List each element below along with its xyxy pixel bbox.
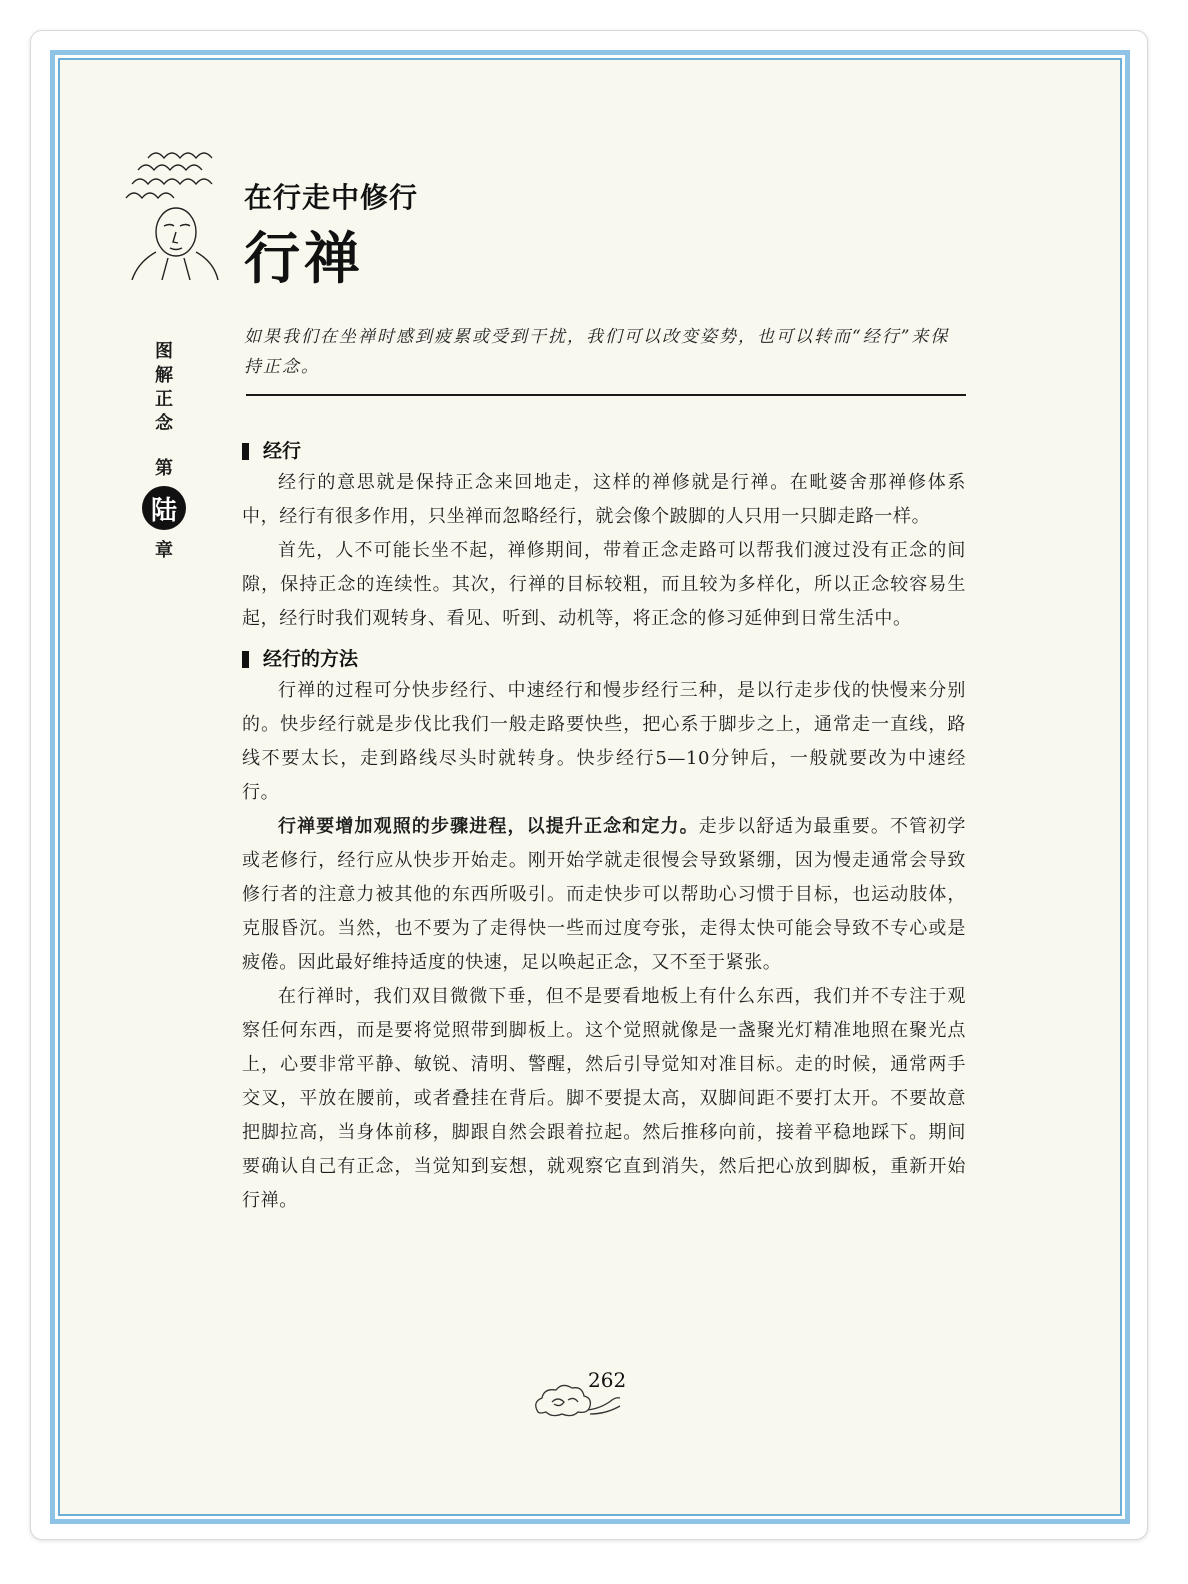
chapter-prefix: 第 [155, 458, 173, 479]
body-paragraph: 行禅的过程可分快步经行、中速经行和慢步经行三种，是以行走步伐的快慢来分别的。快步经行就是步伐比我们一般走路要快些，把心系于脚步之上，通常走一直线，路线不要太长，走到路线尽头时就转身。快步经行5—10分钟后，一般就要改为中速经行。 [242, 680, 966, 803]
monk-illustration [118, 140, 228, 280]
chapter-suffix: 章 [155, 540, 173, 561]
header-divider [246, 394, 966, 396]
body-paragraph: 首先，人不可能长坐不起，禅修期间，带着正念走路可以帮我们渡过没有正念的间隙，保持正念的连续性。其次，行禅的目标较粗，而且较为多样化，所以正念较容易生起，经行时我们观转身、看见、听到、动机等，将正念的修习延伸到日常生活中。 [242, 540, 966, 629]
book-title-char: 解 [155, 365, 173, 386]
body-paragraph [242, 810, 966, 980]
side-chapter-label [144, 340, 184, 562]
section-heading [242, 644, 966, 674]
bold-lead-sentence: 行禅要增加观照的步骤进程，以提升正念和定力。 [278, 816, 699, 837]
book-title-char: 念 [155, 413, 173, 434]
paragraph-rest: 走步以舒适为最重要。不管初学或老修行，经行应从快步开始走。刚开始学就走很慢会导致紧绷，因为慢走通常会导致修行者的注意力被其他的东西所吸引。而走快步可以帮助心习惯于目标，也运动肢体，克服昏沉。当然，也不要为了走得快一些而过度夸张，走得太快可能会导致不专心或是疲倦。因此最好维持适度的快速，足以唤起正念，又不至于紧张。 [242, 816, 966, 973]
section-heading [242, 436, 966, 466]
body-paragraph: 在行禅时，我们双目微微下垂，但不是要看地板上有什么东西，我们并不专注于观察任何东西，而是要将觉照带到脚板上。这个觉照就像是一盏聚光灯精准地照在聚光点上，心要非常平静、敏锐、清明、警醒，然后引导觉知对准目标。走的时候，通常两手交叉，平放在腰前，或者叠挂在背后。脚不要提太高，双脚间距不要打太开。不要故意把脚拉高，当身体前移，脚跟自然会跟着拉起。然后推移向前，接着平稳地踩下。期间要确认自己有正念，当觉知到妄想，就观察它直到消失，然后把心放到脚板，重新开始行禅。 [242, 986, 966, 1211]
body-paragraph: 经行的意思就是保持正念来回地走，这样的禅修就是行禅。在毗婆舍那禅修体系中，经行有很多作用，只坐禅而忽略经行，就会像个跛脚的人只用一只脚走路一样。 [242, 472, 966, 527]
book-title-char: 图 [155, 341, 173, 362]
section-kicker: 在行走中修行 [244, 181, 419, 214]
body-content [242, 436, 966, 1218]
chapter-number: 陆 [150, 495, 177, 526]
section-heading-text: 经行 [263, 440, 302, 462]
page-footer [530, 1368, 640, 1424]
heading-bullet-icon [242, 651, 249, 668]
book-title-char: 正 [155, 389, 173, 410]
page-title: 行禅 [244, 227, 364, 292]
section-heading-text: 经行的方法 [263, 648, 359, 670]
heading-bullet-icon [242, 443, 249, 460]
intro-text: 如果我们在坐禅时感到疲累或受到干扰，我们可以改变姿势，也可以转而“经行”来保持正念。 [244, 327, 950, 377]
page-number: 262 [588, 1368, 627, 1392]
chapter-number-badge [142, 486, 186, 530]
book-title-vertical [155, 340, 173, 436]
